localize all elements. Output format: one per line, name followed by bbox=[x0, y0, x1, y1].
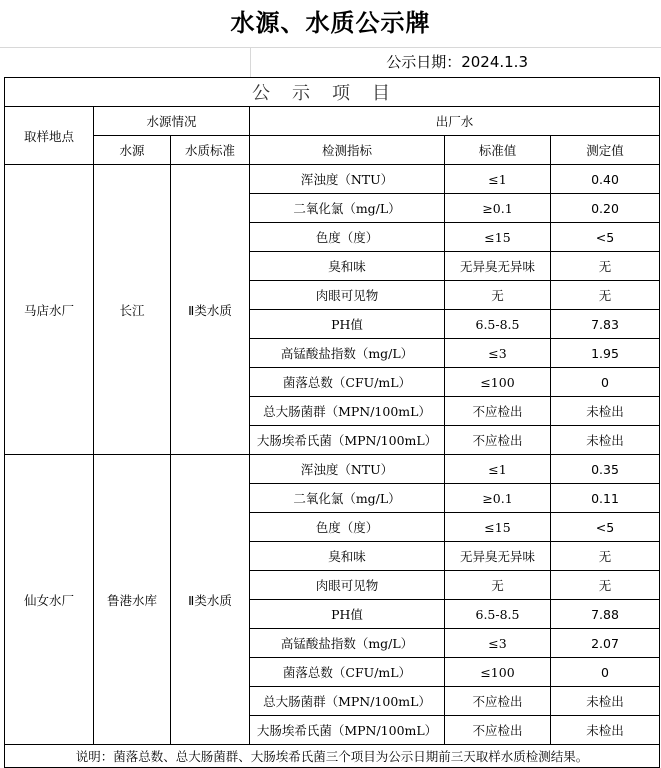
indicator-name: 臭和味 bbox=[250, 542, 445, 571]
measured-value: 7.88 bbox=[551, 600, 660, 629]
header-measured-value: 测定值 bbox=[551, 136, 660, 165]
standard-value: 不应检出 bbox=[445, 426, 551, 455]
header-sampling-site: 取样地点 bbox=[5, 107, 94, 165]
note-row bbox=[5, 745, 660, 768]
standard-value: ≤3 bbox=[445, 339, 551, 368]
measured-value: 未检出 bbox=[551, 397, 660, 426]
indicator-name: 肉眼可见物 bbox=[250, 281, 445, 310]
plant-name: 马店水厂 bbox=[5, 165, 94, 455]
water-quality-table bbox=[4, 77, 660, 768]
indicator-name: 总大肠菌群（MPN/100mL） bbox=[250, 687, 445, 716]
date-line bbox=[0, 47, 661, 77]
measured-value: 无 bbox=[551, 571, 660, 600]
measured-value: 0.11 bbox=[551, 484, 660, 513]
water-source: 鲁港水库 bbox=[94, 455, 171, 745]
publish-date: 公示日期：2024.1.3 bbox=[386, 53, 528, 71]
measured-value: 0 bbox=[551, 658, 660, 687]
section-header: 公示项目 bbox=[5, 78, 660, 107]
standard-value: 6.5-8.5 bbox=[445, 310, 551, 339]
standard-value: ≤15 bbox=[445, 513, 551, 542]
measured-value: 0.35 bbox=[551, 455, 660, 484]
measured-value: 2.07 bbox=[551, 629, 660, 658]
measured-value: <5 bbox=[551, 513, 660, 542]
indicator-name: 菌落总数（CFU/mL） bbox=[250, 368, 445, 397]
indicator-name: 菌落总数（CFU/mL） bbox=[250, 658, 445, 687]
standard-value: 不应检出 bbox=[445, 687, 551, 716]
indicator-name: 总大肠菌群（MPN/100mL） bbox=[250, 397, 445, 426]
standard-value: ≤100 bbox=[445, 658, 551, 687]
indicator-name: PH值 bbox=[250, 310, 445, 339]
water-quality-standard: Ⅱ类水质 bbox=[171, 455, 250, 745]
indicator-name: 肉眼可见物 bbox=[250, 571, 445, 600]
indicator-name: 大肠埃希氏菌（MPN/100mL） bbox=[250, 426, 445, 455]
header-water-source-info: 水源情况 bbox=[94, 107, 250, 136]
standard-value: ≤1 bbox=[445, 455, 551, 484]
standard-value: 无 bbox=[445, 571, 551, 600]
measured-value: 7.83 bbox=[551, 310, 660, 339]
header-standard-value: 标准值 bbox=[445, 136, 551, 165]
table-row bbox=[5, 165, 660, 194]
header-indicator: 检测指标 bbox=[250, 136, 445, 165]
water-source: 长江 bbox=[94, 165, 171, 455]
measured-value: 未检出 bbox=[551, 426, 660, 455]
page-title: 水源、水质公示牌 bbox=[230, 9, 431, 37]
table-row bbox=[5, 455, 660, 484]
indicator-name: 浑浊度（NTU） bbox=[250, 165, 445, 194]
standard-value: ≤1 bbox=[445, 165, 551, 194]
indicator-name: 高锰酸盐指数（mg/L） bbox=[250, 629, 445, 658]
indicator-name: 臭和味 bbox=[250, 252, 445, 281]
water-quality-standard: Ⅱ类水质 bbox=[171, 165, 250, 455]
indicator-name: 色度（度） bbox=[250, 223, 445, 252]
standard-value: ≥0.1 bbox=[445, 194, 551, 223]
indicator-name: 二氧化氯（mg/L） bbox=[250, 484, 445, 513]
header-water-source: 水源 bbox=[94, 136, 171, 165]
standard-value: 6.5-8.5 bbox=[445, 600, 551, 629]
measured-value: 未检出 bbox=[551, 716, 660, 745]
measured-value: 无 bbox=[551, 542, 660, 571]
standard-value: ≥0.1 bbox=[445, 484, 551, 513]
standard-value: ≤100 bbox=[445, 368, 551, 397]
header-water-quality-standard: 水质标准 bbox=[171, 136, 250, 165]
measured-value: 0.20 bbox=[551, 194, 660, 223]
plant-name: 仙女水厂 bbox=[5, 455, 94, 745]
standard-value: 无异臭无异味 bbox=[445, 542, 551, 571]
measured-value: <5 bbox=[551, 223, 660, 252]
indicator-name: 二氧化氯（mg/L） bbox=[250, 194, 445, 223]
standard-value: 不应检出 bbox=[445, 397, 551, 426]
standard-value: ≤15 bbox=[445, 223, 551, 252]
indicator-name: 色度（度） bbox=[250, 513, 445, 542]
standard-value: 无 bbox=[445, 281, 551, 310]
standard-value: 不应检出 bbox=[445, 716, 551, 745]
indicator-name: PH值 bbox=[250, 600, 445, 629]
measured-value: 无 bbox=[551, 252, 660, 281]
indicator-name: 大肠埃希氏菌（MPN/100mL） bbox=[250, 716, 445, 745]
header-outlet-water: 出厂水 bbox=[250, 107, 660, 136]
indicator-name: 高锰酸盐指数（mg/L） bbox=[250, 339, 445, 368]
standard-value: ≤3 bbox=[445, 629, 551, 658]
footnote: 说明：菌落总数、总大肠菌群、大肠埃希氏菌三个项目为公示日期前三天取样水质检测结果。 bbox=[5, 745, 660, 768]
standard-value: 无异臭无异味 bbox=[445, 252, 551, 281]
measured-value: 未检出 bbox=[551, 687, 660, 716]
measured-value: 1.95 bbox=[551, 339, 660, 368]
measured-value: 0.40 bbox=[551, 165, 660, 194]
measured-value: 无 bbox=[551, 281, 660, 310]
measured-value: 0 bbox=[551, 368, 660, 397]
indicator-name: 浑浊度（NTU） bbox=[250, 455, 445, 484]
